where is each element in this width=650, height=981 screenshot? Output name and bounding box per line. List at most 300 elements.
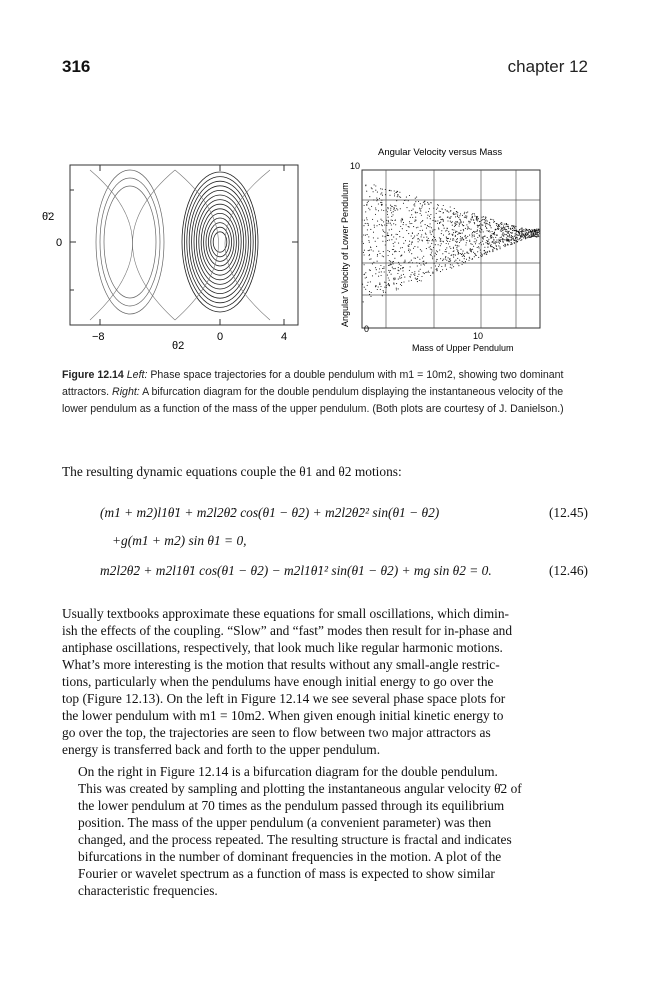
bifurcation-point — [365, 211, 366, 212]
bifurcation-point — [465, 244, 466, 245]
bifurcation-point — [419, 208, 420, 209]
bifurcation-point — [514, 236, 515, 237]
bifurcation-point — [453, 239, 454, 240]
bifurcation-point — [408, 200, 409, 201]
bifurcation-point — [396, 208, 397, 209]
bifurcation-point — [496, 223, 497, 224]
bifurcation-point — [456, 262, 457, 263]
bifurcation-point — [382, 225, 383, 226]
equation-12-45-line1 — [100, 505, 588, 521]
bifurcation-point — [499, 247, 500, 248]
bifurcation-point — [391, 190, 392, 191]
trajectory-curve — [100, 178, 160, 306]
bifurcation-point — [493, 242, 494, 243]
bifurcation-point — [498, 225, 499, 226]
bifurcation-point — [536, 229, 537, 230]
bifurcation-point — [399, 196, 400, 197]
bifurcation-point — [390, 261, 391, 262]
bifurcation-point — [493, 233, 494, 234]
bifurcation-point — [526, 235, 527, 236]
text-line: Fourier or wavelet spectrum as a function of mass is expected to show similar — [78, 866, 495, 881]
bifurcation-point — [398, 243, 399, 244]
bifurcation-point — [430, 275, 431, 276]
bifurcation-point — [362, 219, 363, 220]
bifurcation-point — [418, 233, 419, 234]
bifurcation-point — [411, 253, 412, 254]
bifurcation-point — [437, 207, 438, 208]
bifurcation-point — [482, 238, 483, 239]
bifurcation-point — [394, 190, 395, 191]
bifurcation-point — [538, 236, 539, 237]
bifurcation-point — [409, 227, 410, 228]
bifurcation-point — [423, 272, 424, 273]
bifurcation-point — [398, 288, 399, 289]
bifurcation-point — [411, 210, 412, 211]
bifurcation-point — [368, 225, 369, 226]
bifurcation-point — [462, 264, 463, 265]
bifurcation-point — [482, 217, 483, 218]
bifurcation-point — [473, 246, 474, 247]
y-tick-label: 0 — [56, 237, 63, 249]
bifurcation-point — [408, 262, 409, 263]
bifurcation-point — [434, 237, 435, 238]
bifurcation-point — [421, 276, 422, 277]
bifurcation-point — [412, 262, 413, 263]
bifurcation-point — [392, 249, 393, 250]
bifurcation-point — [430, 246, 431, 247]
bifurcation-point — [365, 272, 366, 273]
bifurcation-point — [486, 240, 487, 241]
bifurcation-point — [393, 209, 394, 210]
bifurcation-point — [384, 287, 385, 288]
bifurcation-point — [400, 278, 401, 279]
bifurcation-point — [445, 230, 446, 231]
bifurcation-point — [501, 222, 502, 223]
bifurcation-point — [369, 242, 370, 243]
bifurcation-point — [475, 254, 476, 255]
bifurcation-point — [442, 224, 443, 225]
bifurcation-point — [364, 287, 365, 288]
bifurcation-point — [485, 226, 486, 227]
bifurcation-point — [406, 224, 407, 225]
bifurcation-point — [380, 219, 381, 220]
bifurcation-point — [380, 194, 381, 195]
bifurcation-point — [500, 239, 501, 240]
bifurcation-point — [377, 256, 378, 257]
bifurcation-point — [531, 236, 532, 237]
bifurcation-point — [538, 230, 539, 231]
bifurcation-point — [414, 271, 415, 272]
bifurcation-point — [395, 224, 396, 225]
bifurcation-point — [538, 235, 539, 236]
bifurcation-point — [369, 255, 370, 256]
trajectory-curve — [199, 204, 241, 280]
bifurcation-point — [421, 234, 422, 235]
bifurcation-point — [530, 230, 531, 231]
bifurcation-point — [385, 236, 386, 237]
bifurcation-point — [434, 229, 435, 230]
bifurcation-point — [399, 231, 400, 232]
bifurcation-point — [440, 240, 441, 241]
bifurcation-point — [528, 237, 529, 238]
bifurcation-point — [494, 248, 495, 249]
bifurcation-point — [409, 276, 410, 277]
bifurcation-point — [480, 255, 481, 256]
bifurcation-point — [380, 188, 381, 189]
bifurcation-point — [392, 254, 393, 255]
bifurcation-point — [438, 205, 439, 206]
bifurcation-point — [489, 251, 490, 252]
bifurcation-point — [379, 272, 380, 273]
bifurcation-point — [393, 261, 394, 262]
bifurcation-point — [370, 258, 371, 259]
trajectory-curve — [206, 218, 234, 266]
bifurcation-point — [424, 201, 425, 202]
bifurcation-point — [484, 236, 485, 237]
bifurcation-point — [508, 233, 509, 234]
bifurcation-point — [387, 214, 388, 215]
bifurcation-point — [450, 206, 451, 207]
bifurcation-point — [504, 234, 505, 235]
bifurcation-point — [388, 208, 389, 209]
bifurcation-point — [448, 257, 449, 258]
bifurcation-point — [393, 279, 394, 280]
bifurcation-point — [418, 201, 419, 202]
bifurcation-point — [462, 261, 463, 262]
bifurcation-point — [388, 283, 389, 284]
bifurcation-point — [502, 239, 503, 240]
bifurcation-point — [405, 261, 406, 262]
bifurcation-point — [412, 217, 413, 218]
bifurcation-point — [399, 236, 400, 237]
bifurcation-point — [496, 248, 497, 249]
bifurcation-point — [397, 273, 398, 274]
bifurcation-point — [490, 236, 491, 237]
bifurcation-point — [523, 237, 524, 238]
bifurcation-point — [495, 243, 496, 244]
bifurcation-point — [509, 241, 510, 242]
bifurcation-point — [448, 231, 449, 232]
bifurcation-point — [377, 192, 378, 193]
bifurcation-point — [370, 281, 371, 282]
bifurcation-point — [461, 240, 462, 241]
bifurcation-point — [510, 232, 511, 233]
bifurcation-point — [369, 294, 370, 295]
bifurcation-point — [473, 219, 474, 220]
bifurcation-point — [393, 236, 394, 237]
bifurcation-point — [441, 230, 442, 231]
bifurcation-point — [409, 251, 410, 252]
bifurcation-point — [504, 224, 505, 225]
equation-number: (12.45) — [548, 505, 588, 520]
bifurcation-point — [386, 220, 387, 221]
bifurcation-point — [373, 237, 374, 238]
bifurcation-point — [401, 277, 402, 278]
bifurcation-point — [436, 259, 437, 260]
bifurcation-point — [409, 210, 410, 211]
bifurcation-point — [368, 223, 369, 224]
bifurcation-point — [445, 209, 446, 210]
bifurcation-point — [430, 232, 431, 233]
bifurcation-point — [436, 213, 437, 214]
bifurcation-point — [462, 233, 463, 234]
bifurcation-point — [411, 280, 412, 281]
bifurcation-point — [462, 251, 463, 252]
bifurcation-point — [455, 232, 456, 233]
bifurcation-point — [452, 240, 453, 241]
bifurcation-point — [376, 200, 377, 201]
bifurcation-point — [471, 217, 472, 218]
bifurcation-point — [419, 239, 420, 240]
bifurcation-point — [493, 239, 494, 240]
bifurcation-point — [484, 222, 485, 223]
bifurcation-point — [448, 243, 449, 244]
bifurcation-point — [477, 216, 478, 217]
bifurcation-point — [475, 243, 476, 244]
bifurcation-point — [469, 235, 470, 236]
bifurcation-point — [388, 217, 389, 218]
text-line: go over the top, the trajectories are seen to flow between two major attractors as — [62, 725, 491, 740]
chapter-label: chapter 12 — [507, 57, 588, 76]
bifurcation-point — [450, 260, 451, 261]
bifurcation-point — [371, 249, 372, 250]
bifurcation-point — [492, 250, 493, 251]
bifurcation-point — [379, 198, 380, 199]
bifurcation-point — [364, 264, 365, 265]
bifurcation-point — [393, 278, 394, 279]
bifurcation-point — [483, 244, 484, 245]
bifurcation-point — [517, 237, 518, 238]
bifurcation-point — [416, 262, 417, 263]
bifurcation-point — [429, 216, 430, 217]
bifurcation-point — [391, 235, 392, 236]
bifurcation-point — [486, 228, 487, 229]
bifurcation-point — [421, 226, 422, 227]
bifurcation-point — [466, 224, 467, 225]
bifurcation-point — [498, 239, 499, 240]
bifurcation-point — [420, 249, 421, 250]
bifurcation-point — [375, 209, 376, 210]
bifurcation-point — [472, 249, 473, 250]
page-number: 316 — [62, 57, 91, 76]
bifurcation-point — [375, 267, 376, 268]
bifurcation-point — [465, 261, 466, 262]
bifurcation-point — [441, 208, 442, 209]
bifurcation-point — [460, 253, 461, 254]
bifurcation-point — [394, 195, 395, 196]
bifurcation-point — [409, 195, 410, 196]
bifurcation-point — [491, 219, 492, 220]
bifurcation-point — [525, 234, 526, 235]
bifurcation-point — [386, 285, 387, 286]
bifurcation-point — [456, 224, 457, 225]
bifurcation-point — [469, 228, 470, 229]
bifurcation-point — [460, 233, 461, 234]
bifurcation-point — [469, 249, 470, 250]
bifurcation-point — [389, 251, 390, 252]
bifurcation-point — [422, 205, 423, 206]
bifurcation-point — [381, 202, 382, 203]
bifurcation-point — [487, 243, 488, 244]
bifurcation-point — [423, 261, 424, 262]
bifurcation-point — [394, 278, 395, 279]
bifurcation-point — [421, 206, 422, 207]
bifurcation-point — [450, 267, 451, 268]
bifurcation-point — [429, 208, 430, 209]
bifurcation-point — [425, 234, 426, 235]
bifurcation-point — [383, 290, 384, 291]
bifurcation-point — [390, 205, 391, 206]
bifurcation-point — [457, 251, 458, 252]
bifurcation-point — [503, 227, 504, 228]
bifurcation-point — [382, 255, 383, 256]
bifurcation-point — [460, 238, 461, 239]
bifurcation-point — [477, 220, 478, 221]
equation-number: (12.46) — [548, 563, 588, 578]
bifurcation-point — [420, 211, 421, 212]
bifurcation-point — [369, 250, 370, 251]
bifurcation-point — [388, 255, 389, 256]
bifurcation-point — [443, 259, 444, 260]
bifurcation-point — [418, 271, 419, 272]
text-line: position. The mass of the upper pendulum (a convenient parameter) was then — [78, 815, 492, 830]
bifurcation-point — [455, 241, 456, 242]
bifurcation-point — [510, 237, 511, 238]
bifurcation-point — [405, 240, 406, 241]
bifurcation-point — [455, 245, 456, 246]
bifurcation-point — [460, 221, 461, 222]
bifurcation-point — [445, 251, 446, 252]
bifurcation-point — [533, 233, 534, 234]
bifurcation-point — [375, 190, 376, 191]
bifurcation-point — [394, 251, 395, 252]
bifurcation-point — [372, 188, 373, 189]
bifurcation-point — [509, 234, 510, 235]
bifurcation-point — [479, 230, 480, 231]
bifurcation-point — [417, 276, 418, 277]
bifurcation-point — [453, 247, 454, 248]
bifurcation-point — [367, 229, 368, 230]
bifurcation-point — [377, 254, 378, 255]
bifurcation-point — [376, 225, 377, 226]
bifurcation-point — [432, 220, 433, 221]
bifurcation-point — [450, 218, 451, 219]
bifurcation-point — [404, 262, 405, 263]
bifurcation-point — [394, 205, 395, 206]
bifurcation-point — [477, 219, 478, 220]
bifurcation-point — [365, 235, 366, 236]
bifurcation-point — [401, 275, 402, 276]
bifurcation-point — [446, 243, 447, 244]
bifurcation-point — [466, 259, 467, 260]
bifurcation-point — [487, 223, 488, 224]
bifurcation-point — [519, 234, 520, 235]
bifurcation-point — [367, 202, 368, 203]
bifurcation-point — [455, 231, 456, 232]
bifurcation-point — [421, 240, 422, 241]
bifurcation-point — [385, 244, 386, 245]
bifurcation-point — [454, 261, 455, 262]
bifurcation-point — [455, 221, 456, 222]
bifurcation-point — [410, 274, 411, 275]
bifurcation-point — [415, 258, 416, 259]
bifurcation-point — [514, 240, 515, 241]
bifurcation-point — [410, 223, 411, 224]
bifurcation-point — [516, 241, 517, 242]
bifurcation-point — [517, 239, 518, 240]
bifurcation-point — [364, 250, 365, 251]
bifurcation-point — [445, 259, 446, 260]
bifurcation-point — [387, 235, 388, 236]
bifurcation-point — [503, 242, 504, 243]
bifurcation-point — [467, 251, 468, 252]
bifurcation-point — [383, 256, 384, 257]
bifurcation-point — [470, 248, 471, 249]
bifurcation-point — [453, 257, 454, 258]
bifurcation-point — [400, 208, 401, 209]
bifurcation-point — [439, 222, 440, 223]
bifurcation-point — [495, 229, 496, 230]
bifurcation-point — [513, 239, 514, 240]
bifurcation-point — [480, 250, 481, 251]
bifurcation-point — [507, 239, 508, 240]
text-line: the lower pendulum with m1 = 10m2. When given enough initial kinetic energy to — [62, 708, 504, 723]
bifurcation-point — [481, 229, 482, 230]
bifurcation-point — [397, 234, 398, 235]
bifurcation-point — [389, 260, 390, 261]
bifurcation-point — [500, 241, 501, 242]
bifurcation-point — [464, 258, 465, 259]
bifurcation-point — [396, 200, 397, 201]
bifurcation-point — [401, 282, 402, 283]
bifurcation-point — [403, 203, 404, 204]
bifurcation-point — [485, 224, 486, 225]
bifurcation-point — [434, 255, 435, 256]
bifurcation-point — [501, 229, 502, 230]
bifurcation-point — [403, 274, 404, 275]
bifurcation-point — [493, 243, 494, 244]
bifurcation-point — [401, 285, 402, 286]
bifurcation-point — [415, 201, 416, 202]
bifurcation-point — [494, 234, 495, 235]
bifurcation-point — [496, 249, 497, 250]
bifurcation-point — [379, 253, 380, 254]
bifurcation-point — [441, 243, 442, 244]
bifurcation-point — [469, 241, 470, 242]
bifurcation-point — [432, 240, 433, 241]
bifurcation-point — [401, 221, 402, 222]
bifurcation-point — [383, 268, 384, 269]
bifurcation-point — [473, 252, 474, 253]
bifurcation-point — [420, 213, 421, 214]
bifurcation-point — [428, 211, 429, 212]
bifurcation-point — [477, 251, 478, 252]
bifurcation-point — [474, 216, 475, 217]
bifurcation-point — [538, 229, 539, 230]
bifurcation-point — [376, 198, 377, 199]
bifurcation-point — [481, 244, 482, 245]
bifurcation-point — [395, 268, 396, 269]
bifurcation-point — [496, 225, 497, 226]
bifurcation-point — [431, 202, 432, 203]
bifurcation-point — [468, 260, 469, 261]
bifurcation-point — [375, 214, 376, 215]
bifurcation-point — [414, 205, 415, 206]
trajectory-curve — [182, 172, 258, 312]
bifurcation-point — [385, 189, 386, 190]
bifurcation-point — [464, 213, 465, 214]
bifurcation-point — [455, 224, 456, 225]
